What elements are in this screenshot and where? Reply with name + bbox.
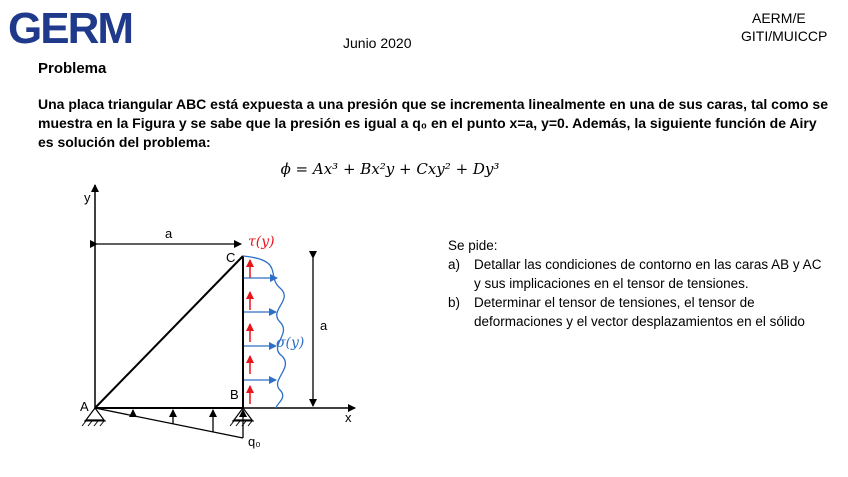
sigma-label: σ(y)	[276, 335, 305, 351]
task-text: Determinar el tensor de tensiones, el tensor de deformaciones y el vector desplazamientos en el sólido	[474, 295, 805, 329]
section-title: Problema	[38, 60, 107, 77]
problem-figure	[80, 180, 380, 450]
pressure-slope-line	[95, 408, 243, 438]
dim-top-label: a	[165, 226, 173, 241]
course-code-line2: GITI/MUICCP	[741, 28, 828, 44]
y-axis-label: y	[84, 190, 91, 205]
germ-logo	[8, 6, 158, 48]
airy-function: ϕ = Ax³ + Bx²y + Cxy² + Dy³	[280, 160, 500, 178]
task-marker: b)	[448, 295, 461, 310]
pressure-arrows	[133, 410, 243, 438]
q0-label: q₀	[248, 434, 261, 449]
logo-text: GERM	[8, 6, 132, 48]
task-marker: a)	[448, 257, 461, 272]
task-item-a	[448, 255, 828, 293]
dim-right-label: a	[320, 318, 328, 333]
point-c-label: C	[226, 250, 236, 265]
document-date: Junio 2020	[343, 35, 412, 51]
course-code-line1: AERM/E	[752, 10, 806, 26]
x-axis-label: x	[345, 410, 352, 425]
point-a-label: A	[80, 399, 89, 414]
tau-label: τ(y)	[248, 234, 275, 250]
problem-statement: Una placa triangular ABC está expuesta a una presión que se incrementa linealmente en una de sus caras, tal como se muestra en la Figura y se sabe que la presión es igual a q₀ en el punto x=a, y=0. Además, la siguiente función de Airy es solución del problema:	[38, 96, 828, 150]
pin-support-b	[230, 408, 254, 426]
point-b-label: B	[230, 387, 239, 402]
tasks-intro: Se pide:	[448, 238, 498, 253]
sigma-arrows	[244, 278, 277, 380]
tasks-block	[448, 236, 828, 331]
task-text: Detallar las condiciones de contorno en las caras AB y AC y sus implicaciones en el tensor de tensiones.	[474, 257, 822, 291]
task-item-b	[448, 293, 828, 331]
edge-ac	[95, 256, 243, 408]
